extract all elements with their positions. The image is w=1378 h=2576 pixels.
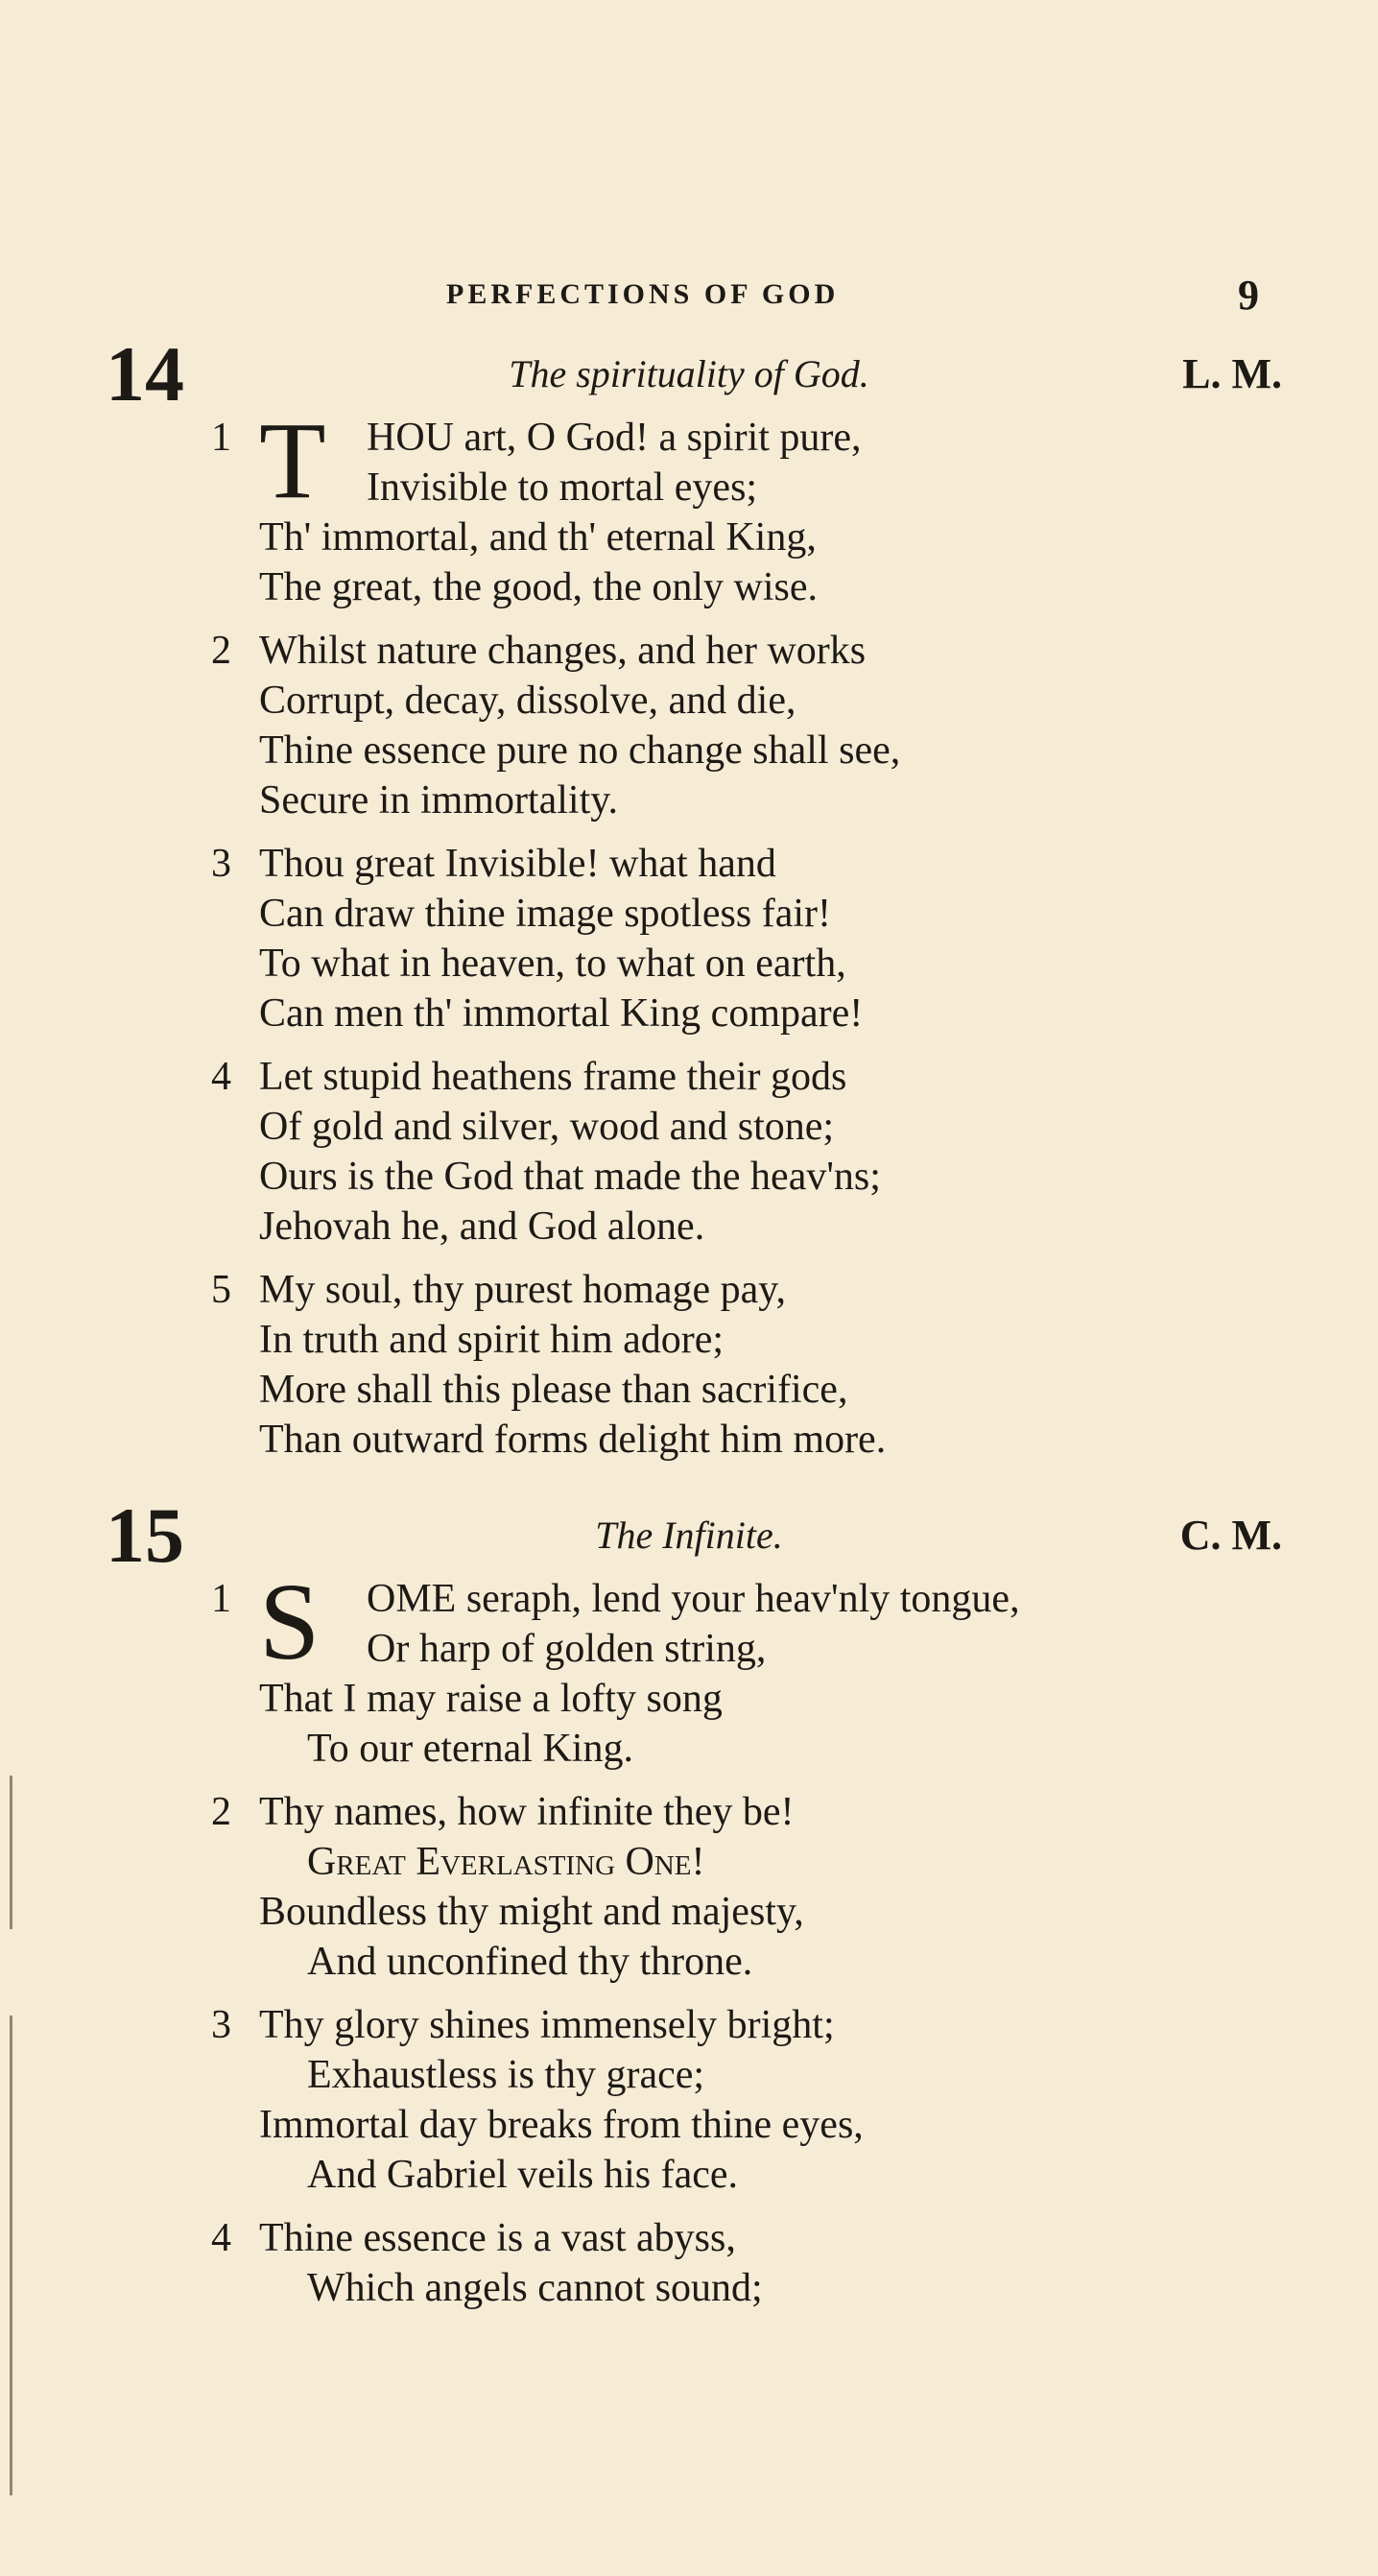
verse-line: Corrupt, decay, dissolve, and die, (259, 679, 796, 723)
verse-line: That I may raise a lofty song (259, 1677, 723, 1721)
verse-line: Whilst nature changes, and her works (259, 629, 867, 673)
verse-number: 2 (211, 1790, 231, 1834)
verse-number: 4 (211, 1055, 231, 1099)
hymn-header (0, 1491, 1378, 1579)
verse-number: 5 (211, 1268, 231, 1312)
verse-number: 3 (211, 842, 231, 886)
verse-line: Immortal day breaks from thine eyes, (259, 2103, 864, 2147)
stanza-4 (0, 2213, 1378, 2313)
verse-line: More shall this please than sacrifice, (259, 1368, 848, 1412)
verse-line: Thy glory shines immensely bright; (259, 2003, 835, 2047)
stanza-1 (0, 399, 1378, 612)
verse-line: Can men th' immortal King compare! (259, 991, 864, 1036)
dropcap-block (259, 399, 1378, 521)
hymn-number: 14 (106, 330, 184, 417)
verse-line: Or harp of golden string, (367, 1627, 767, 1671)
verse-line: Th' immortal, and th' eternal King, (259, 515, 817, 560)
drop-cap: T (259, 399, 326, 521)
verse-line: And unconfined thy throne. (307, 1940, 753, 1984)
stanza-2 (0, 1787, 1378, 1987)
drop-cap: S (259, 1561, 321, 1682)
verse-line: Ours is the God that made the heav'ns; (259, 1155, 881, 1199)
hymn-title: The spirituality of God. (509, 352, 869, 395)
verse-line: HOU art, O God! a spirit pure, (367, 416, 862, 460)
verse-line: Invisible to mortal eyes; (367, 465, 758, 510)
verse-line: To our eternal King. (307, 1727, 633, 1771)
verse-line: Than outward forms delight him more. (259, 1418, 887, 1462)
stanza-5 (0, 1265, 1378, 1465)
hymn-title: The Infinite. (595, 1514, 783, 1557)
stanza-3 (0, 2000, 1378, 2200)
verse-line: Which angels cannot sound; (307, 2266, 763, 2310)
stanza-1 (0, 1561, 1378, 1774)
verse-line: Jehovah he, and God alone. (259, 1205, 705, 1249)
running-head (0, 272, 1378, 319)
verse-number: 3 (211, 2003, 231, 2047)
verse-line: Boundless thy might and majesty, (259, 1890, 804, 1934)
hymn-15 (0, 1491, 1378, 2326)
hymn-meter: L. M. (1182, 350, 1282, 397)
verse-number: 4 (211, 2216, 231, 2260)
verse-number: 2 (211, 629, 231, 673)
verse-line: Secure in immortality. (259, 778, 619, 823)
binding-edge-mark (10, 1776, 12, 1929)
verse-number: 1 (211, 416, 231, 460)
verse-line: Great Everlasting One! (307, 1840, 705, 1884)
hymn-14 (0, 330, 1378, 1478)
verse-number: 1 (211, 1577, 231, 1621)
hymn-meter: C. M. (1179, 1512, 1282, 1559)
verse-line: Exhaustless is thy grace; (307, 2053, 705, 2097)
verse-line: OME seraph, lend your heav'nly tongue, (367, 1577, 1020, 1621)
dropcap-block (259, 1561, 1378, 1682)
verse-line: To what in heaven, to what on earth, (259, 942, 846, 986)
verse-line: Thine essence pure no change shall see, (259, 728, 901, 773)
verse-line: My soul, thy purest homage pay, (259, 1268, 787, 1312)
verse-line: Thy names, how infinite they be! (259, 1790, 795, 1834)
verse-line: Of gold and silver, wood and stone; (259, 1105, 835, 1149)
hymn-header (0, 330, 1378, 417)
stanza-2 (0, 626, 1378, 825)
stanza-4 (0, 1052, 1378, 1252)
hymn-number: 15 (106, 1491, 184, 1579)
verse-line: In truth and spirit him adore; (259, 1318, 725, 1362)
binding-edge-mark (10, 2015, 12, 2495)
verse-line: Thou great Invisible! what hand (259, 842, 776, 886)
verse-line: The great, the good, the only wise. (259, 565, 819, 609)
running-title: PERFECTIONS OF GOD (446, 278, 840, 310)
verse-line: Can draw thine image spotless fair! (259, 892, 831, 936)
stanza-3 (0, 839, 1378, 1038)
verse-line: Thine essence is a vast abyss, (259, 2216, 736, 2260)
verse-line: Let stupid heathens frame their gods (259, 1055, 847, 1099)
page-number: 9 (1238, 272, 1259, 319)
verse-line: And Gabriel veils his face. (307, 2153, 739, 2197)
